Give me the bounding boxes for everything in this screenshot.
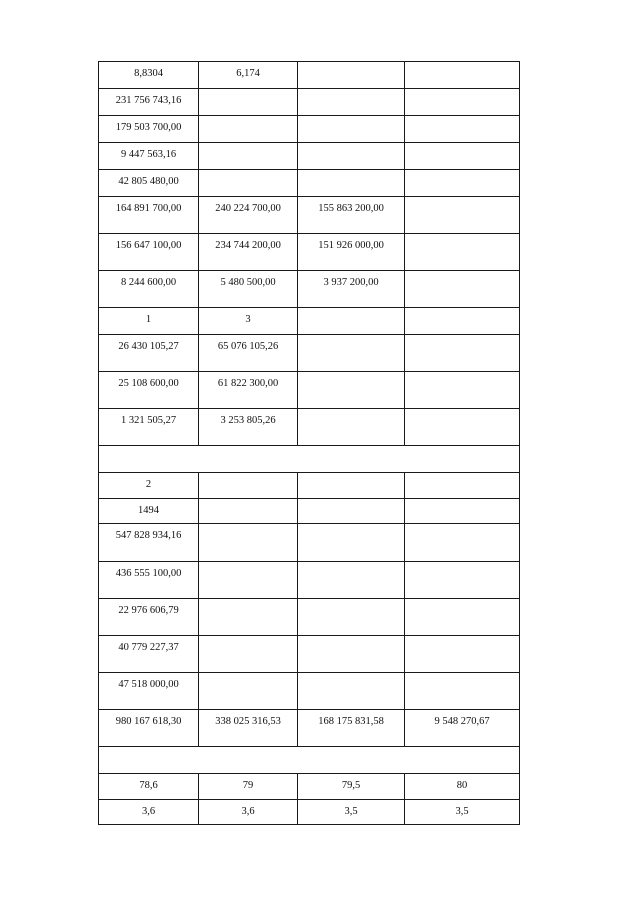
table-row xyxy=(99,636,520,673)
table-cell: 9 548 270,67 xyxy=(405,710,520,747)
table-row xyxy=(99,62,520,89)
table-cell: 547 828 934,16 xyxy=(99,524,199,562)
table-cell xyxy=(405,335,520,372)
table-cell: 1 xyxy=(99,308,199,335)
table-cell xyxy=(199,599,298,636)
table-cell xyxy=(298,116,405,143)
table-cell xyxy=(298,499,405,524)
table-cell xyxy=(405,599,520,636)
table-row xyxy=(99,116,520,143)
table-cell: 5 480 500,00 xyxy=(199,271,298,308)
table-row xyxy=(99,143,520,170)
table-cell xyxy=(298,335,405,372)
table-cell: 240 224 700,00 xyxy=(199,197,298,234)
table-cell: 3,5 xyxy=(405,800,520,825)
table-row xyxy=(99,473,520,499)
table-cell: 980 167 618,30 xyxy=(99,710,199,747)
table-cell xyxy=(405,308,520,335)
table-cell xyxy=(405,62,520,89)
table-row xyxy=(99,524,520,562)
table-cell: 3 253 805,26 xyxy=(199,409,298,446)
table-row xyxy=(99,499,520,524)
table-cell xyxy=(298,62,405,89)
table-cell: 1494 xyxy=(99,499,199,524)
table-cell xyxy=(405,197,520,234)
table-cell: 8,8304 xyxy=(99,62,199,89)
table-cell xyxy=(298,636,405,673)
table-cell xyxy=(405,473,520,499)
table-row xyxy=(99,800,520,825)
table-cell: 26 430 105,27 xyxy=(99,335,199,372)
table-cell: 78,6 xyxy=(99,774,199,800)
table-cell: 9 447 563,16 xyxy=(99,143,199,170)
table-row xyxy=(99,710,520,747)
table-row xyxy=(99,372,520,409)
table-cell: 40 779 227,37 xyxy=(99,636,199,673)
table-cell xyxy=(298,409,405,446)
table-row-spacer xyxy=(99,747,520,774)
table-cell xyxy=(298,524,405,562)
table-row xyxy=(99,308,520,335)
table-cell: 6,174 xyxy=(199,62,298,89)
table-cell xyxy=(405,234,520,271)
table-cell: 79 xyxy=(199,774,298,800)
table-row xyxy=(99,197,520,234)
table-row xyxy=(99,409,520,446)
table-cell xyxy=(199,89,298,116)
table-cell: 8 244 600,00 xyxy=(99,271,199,308)
table-cell xyxy=(199,524,298,562)
table-cell: 436 555 100,00 xyxy=(99,562,199,599)
table-cell-merged xyxy=(99,747,520,774)
table-cell xyxy=(405,499,520,524)
table-row xyxy=(99,89,520,116)
table-cell xyxy=(199,473,298,499)
table-cell: 3 xyxy=(199,308,298,335)
table-cell: 3,6 xyxy=(199,800,298,825)
table-cell xyxy=(405,271,520,308)
table-cell: 1 321 505,27 xyxy=(99,409,199,446)
table-cell: 168 175 831,58 xyxy=(298,710,405,747)
table-cell: 156 647 100,00 xyxy=(99,234,199,271)
table-cell: 2 xyxy=(99,473,199,499)
table-cell: 234 744 200,00 xyxy=(199,234,298,271)
table-cell xyxy=(298,89,405,116)
table-cell: 3,5 xyxy=(298,800,405,825)
table-cell xyxy=(405,673,520,710)
table-cell: 155 863 200,00 xyxy=(298,197,405,234)
table-cell xyxy=(405,116,520,143)
table-cell xyxy=(298,673,405,710)
table-row xyxy=(99,774,520,800)
table-cell xyxy=(405,170,520,197)
table-cell xyxy=(199,143,298,170)
table-cell xyxy=(199,636,298,673)
table-cell: 3 937 200,00 xyxy=(298,271,405,308)
table-cell: 164 891 700,00 xyxy=(99,197,199,234)
table-cell-merged xyxy=(99,446,520,473)
table-row xyxy=(99,271,520,308)
table-cell xyxy=(298,372,405,409)
data-table xyxy=(98,61,520,825)
table-cell xyxy=(405,636,520,673)
table-row xyxy=(99,234,520,271)
table-cell xyxy=(199,673,298,710)
table-cell xyxy=(298,562,405,599)
table-cell xyxy=(199,499,298,524)
table-cell xyxy=(405,89,520,116)
table-cell: 61 822 300,00 xyxy=(199,372,298,409)
table-row xyxy=(99,562,520,599)
table-cell: 25 108 600,00 xyxy=(99,372,199,409)
table-cell: 79,5 xyxy=(298,774,405,800)
table-cell xyxy=(405,524,520,562)
table-cell xyxy=(405,372,520,409)
table-row xyxy=(99,335,520,372)
table-cell: 338 025 316,53 xyxy=(199,710,298,747)
table-row-spacer xyxy=(99,446,520,473)
table-cell xyxy=(405,143,520,170)
table-cell xyxy=(199,170,298,197)
table-cell: 3,6 xyxy=(99,800,199,825)
table-cell xyxy=(405,562,520,599)
table-cell: 231 756 743,16 xyxy=(99,89,199,116)
table-row xyxy=(99,170,520,197)
table-cell xyxy=(199,116,298,143)
table-cell xyxy=(199,562,298,599)
table-cell: 80 xyxy=(405,774,520,800)
table-cell xyxy=(298,143,405,170)
table-cell xyxy=(298,170,405,197)
table-cell xyxy=(298,308,405,335)
table-cell: 42 805 480,00 xyxy=(99,170,199,197)
table-cell xyxy=(405,409,520,446)
table-cell: 65 076 105,26 xyxy=(199,335,298,372)
table-cell: 151 926 000,00 xyxy=(298,234,405,271)
table-cell: 179 503 700,00 xyxy=(99,116,199,143)
table-cell: 47 518 000,00 xyxy=(99,673,199,710)
table-row xyxy=(99,599,520,636)
table-row xyxy=(99,673,520,710)
table-cell xyxy=(298,473,405,499)
table-cell: 22 976 606,79 xyxy=(99,599,199,636)
table-cell xyxy=(298,599,405,636)
